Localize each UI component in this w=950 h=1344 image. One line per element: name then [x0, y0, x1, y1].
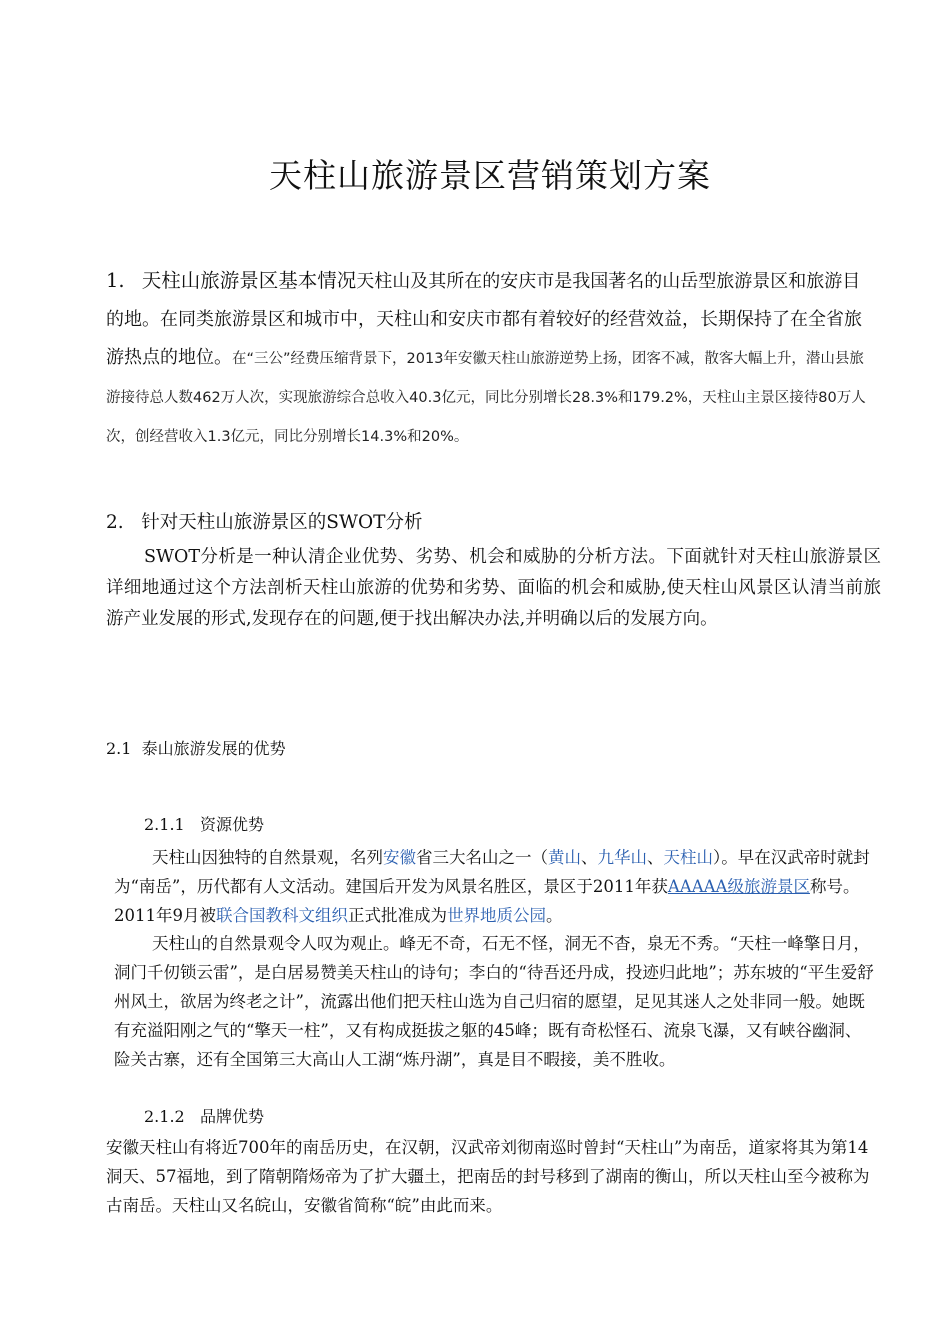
section-2-text: SWOT分析是一种认清企业优势、劣势、机会和威胁的分析方法。下面就针对天柱山旅游景区详细地通过这个方法剖析天柱山旅游的优势和劣势、面临的机会和威胁,使天柱山风景区认清当前旅游产业发展的形式,发现存在的问题,便于找出解决办法,并明确以后的发展方向。 — [106, 547, 881, 629]
link-jiuhuashan[interactable]: 九华山 — [597, 848, 647, 867]
link-world-geopark[interactable]: 世界地质公园 — [447, 906, 546, 925]
section-2-heading: 2. 针对天柱山旅游景区的SWOT分析 — [106, 512, 423, 533]
section-1 — [106, 262, 876, 456]
text-run: 、 — [647, 848, 664, 867]
section-1-text: 天柱山及其所在的安庆市是我国著名的山岳型旅游景区和旅游目的地。在同类旅游景区和城市中，天柱山和安庆市都有着较好的经营效益，长期保持了在全省旅游热点的地位。 — [106, 271, 862, 368]
link-huangshan[interactable]: 黄山 — [548, 848, 581, 867]
text-run: 。 — [546, 906, 563, 925]
section-1-statistics: 在“三公”经费压缩背景下，2013年安徽天柱山旅游逆势上扬，团客不减，散客大幅上升，潜山县旅游接待总人数462万人次，实现旅游综合总收入40.3亿元，同比分别增长28.3%和179.2%，天柱山主景区接待80万人次，创经营收入1.3亿元，同比分别增长14.3%和20%。 — [106, 351, 866, 445]
resource-paragraph-1 — [114, 843, 874, 930]
section-1-heading: 天柱山旅游景区基本情况 — [141, 269, 357, 292]
text-run: 称号。2011年9月被 — [114, 877, 860, 925]
text-run: 正式批准成为 — [348, 906, 447, 925]
section-2-1-heading: 2.1 泰山旅游发展的优势 — [106, 739, 286, 758]
section-1-number: 1. — [106, 269, 125, 292]
section-2-1-2-heading: 2.1.2 品牌优势 — [144, 1107, 264, 1126]
text-run: ）。早在汉武帝时就封为“南岳”，历代都有人文活动。建国后开发为风景名胜区，景区于2011年获 — [114, 848, 870, 896]
resource-paragraph-2: 天柱山的自然景观令人叹为观止。峰无不奇，石无不怪，洞无不杳，泉无不秀。“天柱一峰擎日月，洞门千仞锁云雷”，是白居易赞美天柱山的诗句；李白的“待吾还丹成，投迹归此地”；苏东坡的“平生爱舒州风土，欲居为终老之计”，流露出他们把天柱山选为自己归宿的愿望，足见其迷人之处非同一般。她既有充溢阳刚之气的“擎天一柱”，又有构成挺拔之躯的45峰；既有奇松怪石、流泉飞瀑，又有峡谷幽洞、险关古寨，还有全国第三大高山人工湖“炼丹湖”，真是目不暇接，美不胜收。 — [114, 934, 874, 1069]
page-title: 天柱山旅游景区营销策划方案 — [269, 156, 711, 195]
text-run: 天柱山因独特的自然景观，名列 — [152, 848, 383, 867]
text-run: 、 — [581, 848, 598, 867]
link-tianzhushan[interactable]: 天柱山 — [663, 848, 713, 867]
link-anhui[interactable]: 安徽 — [383, 848, 416, 867]
text-run: 省三大名山之一（ — [416, 848, 548, 867]
brand-paragraph: 安徽天柱山有将近700年的南岳历史，在汉朝，汉武帝刘彻南巡时曾封“天柱山”为南岳，道家将其为第14洞天、57福地，到了隋朝隋炀帝为了扩大疆土，把南岳的封号移到了湖南的衡山，所以天柱山至今被称为古南岳。天柱山又名皖山，安徽省简称“皖”由此而来。 — [106, 1138, 870, 1215]
link-5a-scenic-area[interactable]: AAAAA级旅游景区 — [667, 877, 810, 896]
section-2-1-1-heading: 2.1.1 资源优势 — [144, 815, 264, 834]
link-unesco[interactable]: 联合国教科文组织 — [216, 906, 348, 925]
